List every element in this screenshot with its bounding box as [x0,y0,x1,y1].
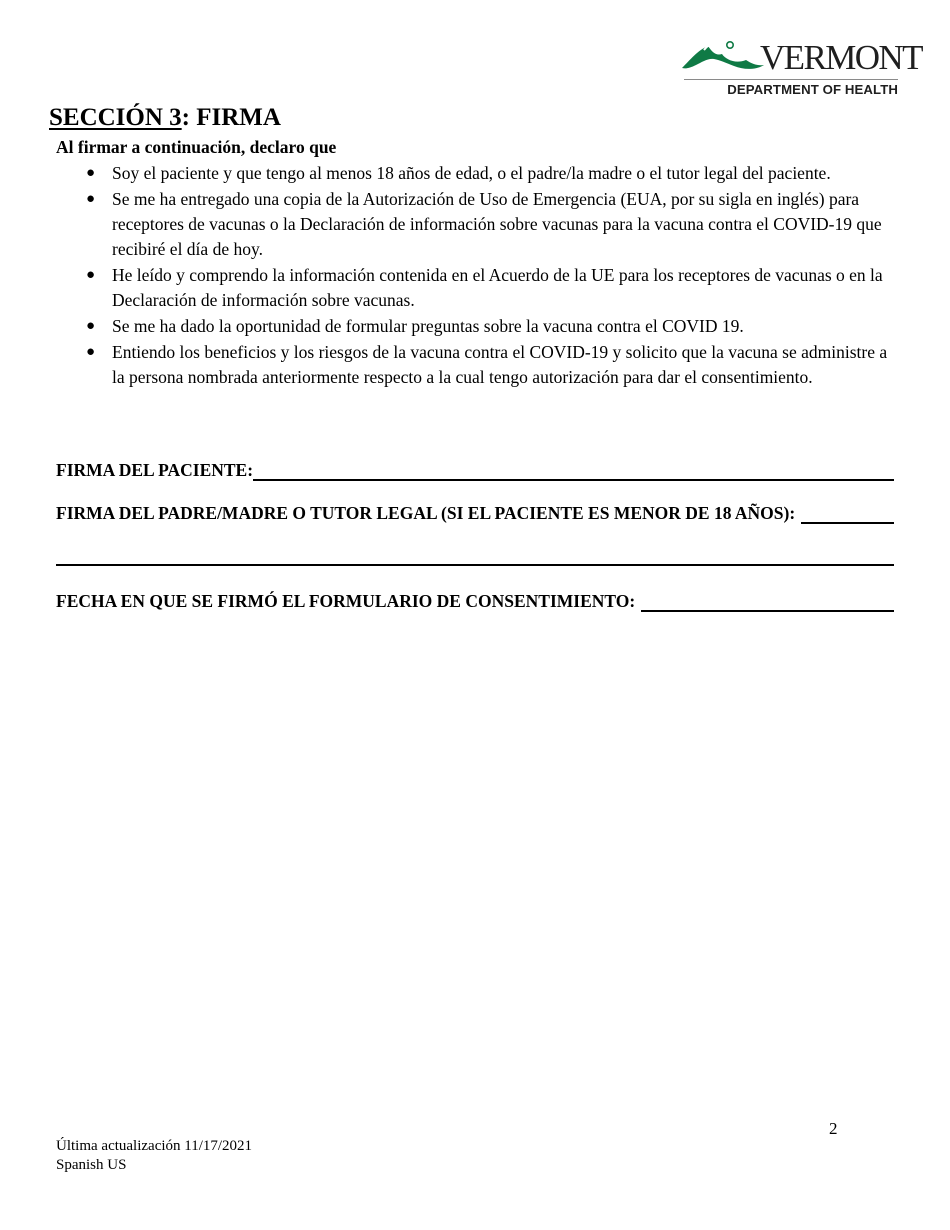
logo-divider [684,79,898,80]
patient-signature-row [56,457,894,481]
vermont-department-of-health-logo [680,38,922,102]
list-item-text: Se me ha entregado una copia de la Autorización de Uso de Emergencia (EUA, por su sigla en inglés) para receptores de vacunas o la Declaración de información sobre vacunas para la vacuna contra el COVID-19 que recibiré el día de hoy. [112,189,882,259]
bullet-icon: ● [86,318,96,334]
declaration-list [84,161,899,391]
logo-department-name: DEPARTMENT OF HEALTH [727,82,898,97]
list-item-text: Se me ha dado la oportunidad de formular preguntas sobre la vacuna contra el COVID 19. [112,316,744,336]
consent-date-line[interactable] [641,610,894,612]
bullet-icon: ● [86,165,96,181]
list-item [84,340,899,390]
language-label: Spanish US [56,1157,127,1173]
list-item [84,161,899,186]
last-updated: Última actualización 11/17/2021 [56,1138,253,1154]
list-item [84,187,899,262]
list-item-text: Entiendo los beneficios y los riesgos de la vacuna contra el COVID-19 y solicito que la vacuna se administre a la persona nombrada anteriormente respecto a la cual tengo autorización para dar el consentimiento. [112,342,888,387]
list-item [84,263,899,313]
guardian-signature-label: FIRMA DEL PADRE/MADRE O TUTOR LEGAL (SI EL PACIENTE ES MENOR DE 18 AÑOS): [56,503,796,523]
section-title-number: SECCIÓN 3 [49,104,182,131]
list-item [84,314,899,339]
guardian-signature-line[interactable] [801,522,894,524]
intro-statement: Al firmar a continuación, declaro que [56,137,337,157]
footer [56,1137,252,1175]
list-item-text: Soy el paciente y que tengo al menos 18 años de edad, o el padre/la madre o el tutor legal del paciente. [112,163,831,183]
patient-signature-line[interactable] [253,479,894,481]
bullet-icon: ● [86,344,96,360]
page-number: 2 [829,1119,838,1138]
list-item-text: He leído y comprendo la información contenida en el Acuerdo de la UE para los receptores de vacunas o en la Declaración de información sobre vacunas. [112,265,883,310]
guardian-signature-row [56,500,894,524]
mountain-logo-icon [680,38,770,72]
section-title [49,103,281,133]
consent-date-row [56,588,894,612]
consent-date-label: FECHA EN QUE SE FIRMÓ EL FORMULARIO DE CONSENTIMIENTO: [56,591,636,611]
bullet-icon: ● [86,267,96,283]
patient-signature-label: FIRMA DEL PACIENTE: [56,460,254,480]
bullet-icon: ● [86,191,96,207]
section-title-name: : FIRMA [181,104,281,131]
logo-state-name: VERMONT [760,38,922,77]
guardian-signature-continuation-line[interactable] [56,564,894,566]
